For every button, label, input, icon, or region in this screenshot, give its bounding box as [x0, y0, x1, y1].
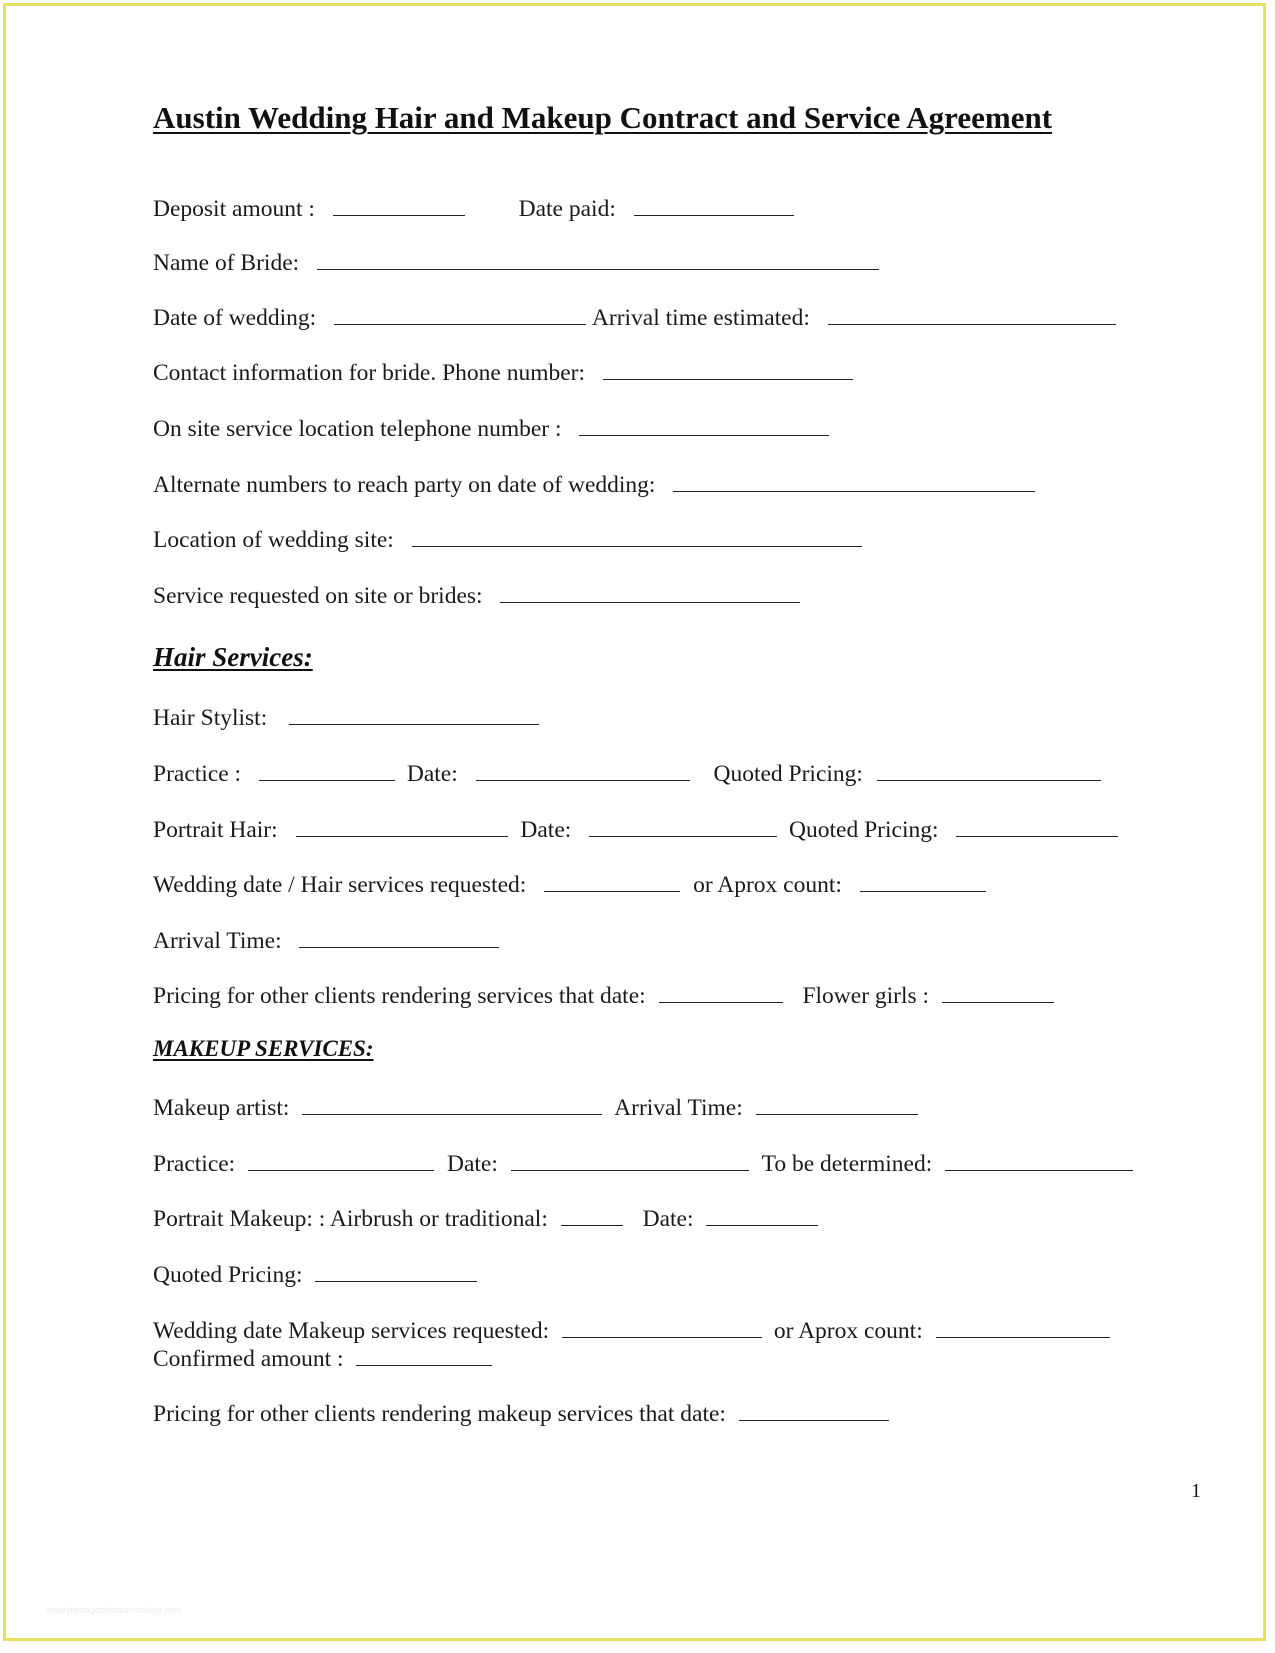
portrait-makeup-date-label: Date: — [642, 1206, 694, 1232]
document-page — [3, 3, 1266, 1641]
contact-phone-field[interactable] — [603, 359, 853, 380]
hair-practice-label: Practice : — [153, 761, 242, 787]
hair-stylist-row — [153, 703, 539, 733]
makeup-other-clients-row — [153, 1399, 889, 1429]
makeup-practice-field[interactable] — [248, 1150, 434, 1171]
date-paid-field[interactable] — [634, 195, 794, 216]
hair-practice-date-field[interactable] — [476, 760, 690, 781]
hair-practice-row — [153, 759, 1101, 789]
makeup-wedding-services-field[interactable] — [562, 1317, 762, 1338]
makeup-tbd-field[interactable] — [945, 1150, 1133, 1171]
bride-name-label: Name of Bride: — [153, 250, 300, 276]
makeup-tbd-label: To be determined: — [761, 1151, 933, 1177]
portrait-makeup-date-field[interactable] — [706, 1205, 818, 1226]
hair-practice-date-label: Date: — [406, 761, 458, 787]
airbrush-or-traditional-field[interactable] — [561, 1205, 623, 1226]
hair-services-heading: Hair Services: — [153, 642, 313, 672]
service-requested-field[interactable] — [500, 582, 800, 603]
portrait-hair-date-label: Date: — [520, 817, 572, 843]
makeup-artist-field[interactable] — [302, 1094, 602, 1115]
portrait-hair-field[interactable] — [296, 816, 508, 837]
onsite-phone-field[interactable] — [579, 415, 829, 436]
contact-label: Contact information for bride. Phone number: — [153, 360, 586, 386]
wedding-date-label: Date of wedding: — [153, 305, 317, 331]
watermark: www.heritagechristiancollege.com — [46, 1605, 182, 1615]
hair-practice-pricing-field[interactable] — [877, 760, 1101, 781]
confirmed-amount-row — [153, 1344, 492, 1374]
makeup-wedding-services-label: Wedding date Makeup services requested: — [153, 1318, 550, 1344]
hair-practice-pricing-label: Quoted Pricing: — [713, 761, 863, 787]
makeup-arrival-label: Arrival Time: — [614, 1095, 743, 1121]
hair-other-clients-row — [153, 981, 1054, 1011]
makeup-aprox-count-field[interactable] — [936, 1317, 1110, 1338]
hair-aprox-count-label: or Aprox count: — [693, 872, 842, 898]
makeup-quoted-pricing-row — [153, 1260, 477, 1290]
page-number: 1 — [1191, 1480, 1201, 1502]
makeup-practice-date-label: Date: — [446, 1151, 498, 1177]
hair-stylist-label: Hair Stylist: — [153, 705, 268, 731]
makeup-practice-date-field[interactable] — [511, 1150, 749, 1171]
portrait-hair-pricing-field[interactable] — [956, 816, 1118, 837]
hair-stylist-field[interactable] — [289, 704, 539, 725]
wedding-date-row — [153, 303, 1116, 333]
portrait-hair-row — [153, 815, 1118, 845]
portrait-hair-date-field[interactable] — [589, 816, 777, 837]
flower-girls-field[interactable] — [942, 982, 1054, 1003]
hair-arrival-field[interactable] — [299, 927, 499, 948]
hair-wedding-services-row — [153, 870, 986, 900]
makeup-other-clients-field[interactable] — [739, 1400, 889, 1421]
contact-row — [153, 358, 853, 388]
service-requested-row — [153, 581, 800, 611]
makeup-artist-row — [153, 1093, 918, 1123]
confirmed-amount-field[interactable] — [356, 1345, 492, 1366]
portrait-makeup-row — [153, 1204, 818, 1234]
hair-arrival-row — [153, 926, 499, 956]
service-requested-label: Service requested on site or brides: — [153, 583, 483, 609]
hair-wedding-services-label: Wedding date / Hair services requested: — [153, 872, 527, 898]
makeup-artist-label: Makeup artist: — [153, 1095, 290, 1121]
bride-name-field[interactable] — [317, 249, 879, 270]
hair-other-clients-field[interactable] — [659, 982, 783, 1003]
hair-practice-field[interactable] — [259, 760, 395, 781]
onsite-phone-row — [153, 414, 829, 444]
makeup-other-clients-label: Pricing for other clients rendering makeup services that date: — [153, 1401, 726, 1427]
location-field[interactable] — [412, 526, 862, 547]
arrival-estimated-field[interactable] — [828, 304, 1116, 325]
confirmed-amount-label: Confirmed amount : — [153, 1346, 344, 1372]
flower-girls-label: Flower girls : — [802, 983, 930, 1009]
location-row — [153, 525, 862, 555]
makeup-practice-row — [153, 1149, 1133, 1179]
makeup-arrival-field[interactable] — [756, 1094, 918, 1115]
hair-aprox-count-field[interactable] — [860, 871, 986, 892]
makeup-aprox-count-label: or Aprox count: — [773, 1318, 923, 1344]
makeup-wedding-services-row — [153, 1316, 1110, 1346]
makeup-quoted-pricing-field[interactable] — [315, 1261, 477, 1282]
portrait-hair-pricing-label: Quoted Pricing: — [789, 817, 939, 843]
alternate-numbers-label: Alternate numbers to reach party on date of wedding: — [153, 472, 656, 498]
hair-wedding-services-field[interactable] — [544, 871, 680, 892]
portrait-hair-label: Portrait Hair: — [153, 817, 278, 843]
document-title: Austin Wedding Hair and Makeup Contract and Service Agreement — [153, 100, 1053, 135]
makeup-practice-label: Practice: — [153, 1151, 236, 1177]
location-label: Location of wedding site: — [153, 527, 394, 553]
deposit-row — [153, 194, 794, 224]
date-paid-label: Date paid: — [518, 196, 616, 222]
makeup-quoted-pricing-label: Quoted Pricing: — [153, 1262, 303, 1288]
alternate-numbers-field[interactable] — [673, 471, 1035, 492]
makeup-services-heading: MAKEUP SERVICES: — [153, 1036, 374, 1061]
portrait-makeup-label: Portrait Makeup: : Airbrush or traditional: — [153, 1206, 548, 1232]
arrival-estimated-label: Arrival time estimated: — [591, 305, 810, 331]
deposit-amount-field[interactable] — [333, 195, 465, 216]
wedding-date-field[interactable] — [334, 304, 586, 325]
onsite-phone-label: On site service location telephone number : — [153, 416, 562, 442]
hair-arrival-label: Arrival Time: — [153, 928, 282, 954]
hair-other-clients-label: Pricing for other clients rendering services that date: — [153, 983, 646, 1009]
bride-name-row — [153, 248, 879, 278]
deposit-label: Deposit amount : — [153, 196, 315, 222]
alternate-numbers-row — [153, 470, 1035, 500]
